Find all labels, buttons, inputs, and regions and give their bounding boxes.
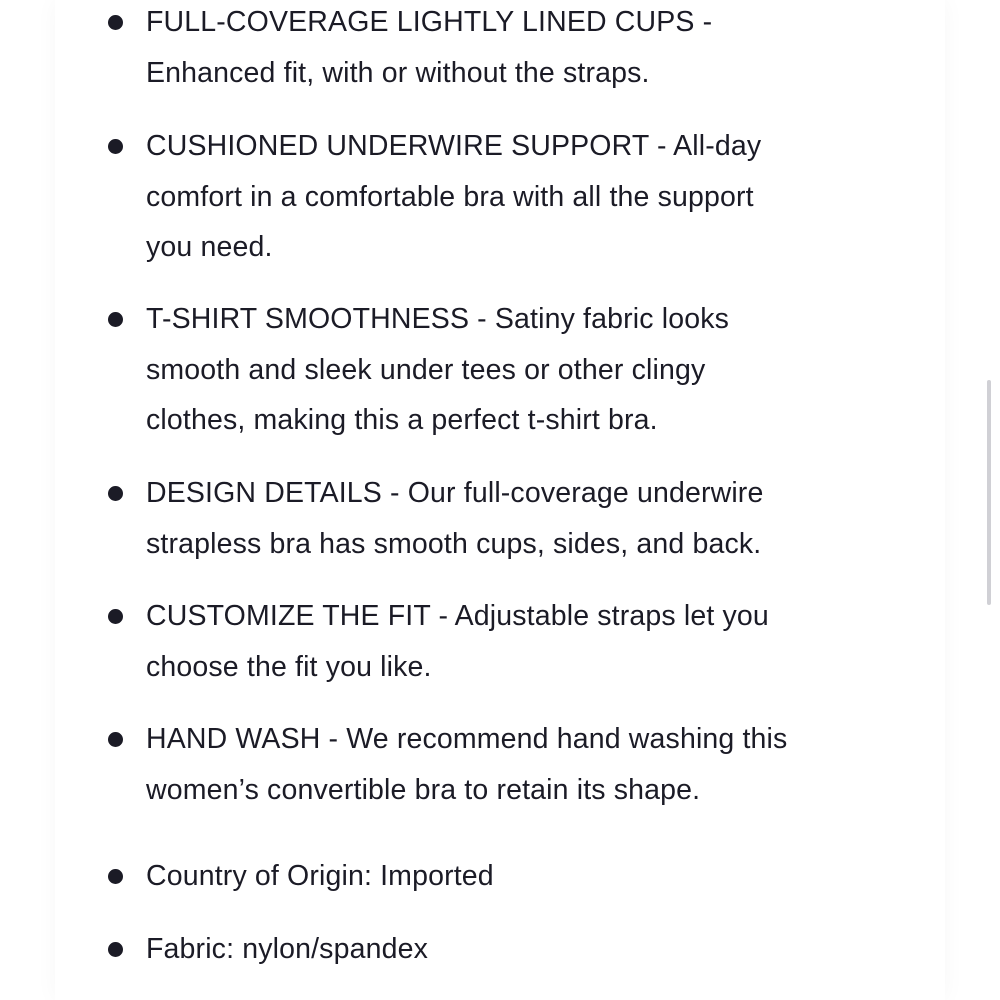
feature-text: CUSTOMIZE THE FIT - Adjustable straps let you choose the fit you like. bbox=[146, 600, 769, 683]
bullet-dot-icon bbox=[108, 15, 123, 30]
bullet-dot-icon bbox=[108, 486, 123, 501]
bullet-dot-icon bbox=[108, 732, 123, 747]
vertical-scrollbar[interactable] bbox=[984, 380, 994, 605]
feature-text: T-SHIRT SMOOTHNESS - Satiny fabric looks smooth and sleek under tees or other clingy clothes, making this a perfect t-shirt bra. bbox=[146, 303, 729, 436]
feature-text: Fabric: nylon/spandex bbox=[146, 933, 428, 965]
feature-text: FULL-COVERAGE LIGHTLY LINED CUPS - Enhanced fit, with or without the straps. bbox=[146, 6, 713, 89]
feature-text: HAND WASH - We recommend hand washing this women’s convertible bra to retain its shape. bbox=[146, 723, 788, 806]
bullet-dot-icon bbox=[108, 139, 123, 154]
bullet-dot-icon bbox=[108, 869, 123, 884]
feature-text: Country of Origin: Imported bbox=[146, 860, 494, 892]
bullet-dot-icon bbox=[108, 942, 123, 957]
bullet-dot-icon bbox=[108, 609, 123, 624]
feature-text: CUSHIONED UNDERWIRE SUPPORT - All-day comfort in a comfortable bra with all the support you need. bbox=[146, 130, 762, 263]
scrollbar-thumb[interactable] bbox=[987, 380, 991, 605]
feature-text: DESIGN DETAILS - Our full-coverage underwire strapless bra has smooth cups, sides, and back. bbox=[146, 477, 764, 560]
bullet-dot-icon bbox=[108, 312, 123, 327]
